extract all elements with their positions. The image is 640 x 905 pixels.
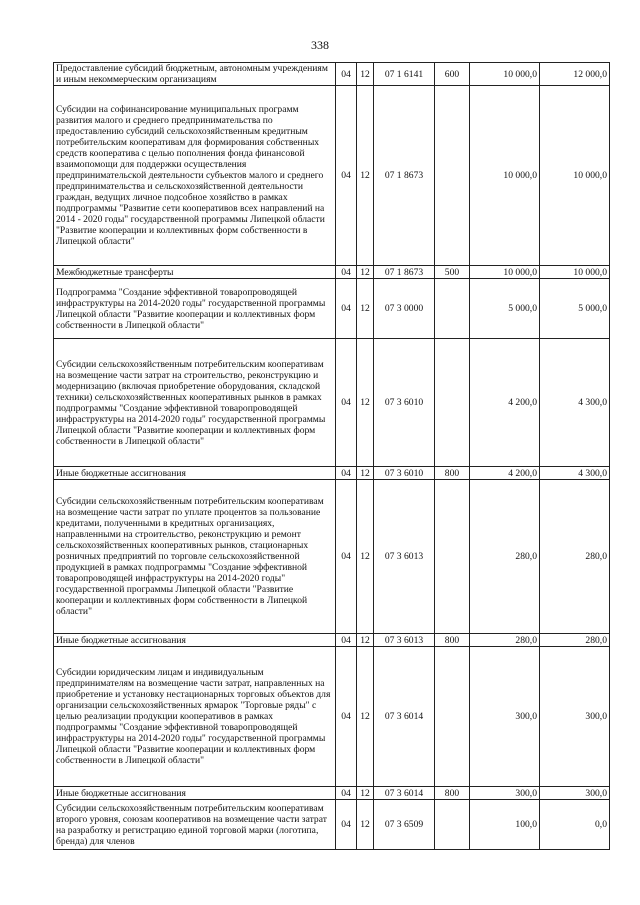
table-row — [54, 634, 610, 647]
row-expense-type-cell — [435, 279, 470, 339]
row-section-cell: 04 — [336, 800, 357, 850]
row-amount-2-cell: 10 000,0 — [540, 266, 610, 279]
table-row — [54, 63, 610, 86]
row-amount-2-cell: 12 000,0 — [540, 63, 610, 86]
row-name-cell: Субсидии на софинансирование муниципальных программ развития малого и среднего предпринимательства по предоставлению субсидий сельскохозяйственным кредитным потребительским кооперативам для формирования собственных средств кооператива с целью пополнения фонда финансовой взаимопомощи для поддержки осуществления предпринимательской деятельности субъектов малого и среднего предпринимательства и сельскохозяйственной деятельности граждан, ведущих личное подсобное хозяйство в рамках подпрограммы "Развитие сети кооперативов всех направлений на 2014 - 2020 годы" государственной программы Липецкой области "Развитие кооперации и коллективных форм собственности в Липецкой области" — [54, 86, 336, 266]
row-expense-type-cell — [435, 800, 470, 850]
table-row — [54, 279, 610, 339]
row-subsection-cell: 12 — [357, 279, 374, 339]
row-subsection-cell: 12 — [357, 480, 374, 634]
row-section-cell: 04 — [336, 63, 357, 86]
row-name-cell: Субсидии сельскохозяйственным потребительским кооперативам на возмещение части затрат на строительство, реконструкцию и модернизацию (включая приобретение оборудования, складской техники) сельскохозяйственных кооперативных рынков в рамках подпрограммы "Создание эффективной товаропроводящей инфраструктуры на 2014-2020 годы" государственной программы Липецкой области "Развитие кооперации и коллективных форм собственности в Липецкой области" — [54, 339, 336, 467]
row-amount-2-cell: 10 000,0 — [540, 86, 610, 266]
row-amount-1-cell: 10 000,0 — [470, 266, 540, 279]
row-target-code-cell: 07 3 6010 — [374, 339, 435, 467]
row-target-code-cell: 07 3 6509 — [374, 800, 435, 850]
row-amount-2-cell: 300,0 — [540, 647, 610, 787]
table-row — [54, 266, 610, 279]
row-subsection-cell: 12 — [357, 266, 374, 279]
row-subsection-cell: 12 — [357, 339, 374, 467]
row-name-cell: Иные бюджетные ассигнования — [54, 634, 336, 647]
row-section-cell: 04 — [336, 266, 357, 279]
row-amount-2-cell: 5 000,0 — [540, 279, 610, 339]
table-row — [54, 787, 610, 800]
row-subsection-cell: 12 — [357, 63, 374, 86]
row-amount-1-cell: 280,0 — [470, 634, 540, 647]
budget-table — [53, 62, 610, 850]
row-expense-type-cell: 800 — [435, 467, 470, 480]
row-name-cell: Предоставление субсидий бюджетным, автономным учреждениям и иным некоммерческим организациям — [54, 63, 336, 86]
row-subsection-cell: 12 — [357, 634, 374, 647]
table-row — [54, 480, 610, 634]
row-expense-type-cell — [435, 339, 470, 467]
row-subsection-cell: 12 — [357, 800, 374, 850]
row-amount-2-cell: 0,0 — [540, 800, 610, 850]
table-row — [54, 86, 610, 266]
row-target-code-cell: 07 1 8673 — [374, 86, 435, 266]
table-row — [54, 800, 610, 850]
row-amount-2-cell: 4 300,0 — [540, 467, 610, 480]
row-name-cell: Субсидии юридическим лицам и индивидуальным предпринимателям на возмещение части затрат, направленных на приобретение и установку нестационарных торговых объектов для организации сельскохозяйственных ярмарок "Торговые ряды" с целью реализации продукции кооперативов в рамках подпрограммы "Создание эффективной товаропроводящей инфраструктуры на 2014-2020 годы" государственной программы Липецкой области "Развитие кооперации и коллективных форм собственности в Липецкой области" — [54, 647, 336, 787]
row-amount-2-cell: 4 300,0 — [540, 339, 610, 467]
page-number: 338 — [311, 38, 329, 52]
row-expense-type-cell: 800 — [435, 787, 470, 800]
row-amount-1-cell: 100,0 — [470, 800, 540, 850]
row-subsection-cell: 12 — [357, 467, 374, 480]
row-target-code-cell: 07 3 6014 — [374, 787, 435, 800]
row-amount-1-cell: 280,0 — [470, 480, 540, 634]
row-target-code-cell: 07 1 6141 — [374, 63, 435, 86]
row-subsection-cell: 12 — [357, 647, 374, 787]
table-row — [54, 339, 610, 467]
row-amount-1-cell: 300,0 — [470, 647, 540, 787]
table-row — [54, 467, 610, 480]
row-section-cell: 04 — [336, 86, 357, 266]
row-target-code-cell: 07 3 6013 — [374, 480, 435, 634]
row-expense-type-cell: 600 — [435, 63, 470, 86]
row-name-cell: Иные бюджетные ассигнования — [54, 467, 336, 480]
row-section-cell: 04 — [336, 339, 357, 467]
row-name-cell: Межбюджетные трансферты — [54, 266, 336, 279]
row-section-cell: 04 — [336, 279, 357, 339]
row-section-cell: 04 — [336, 647, 357, 787]
row-section-cell: 04 — [336, 467, 357, 480]
budget-table-body — [54, 63, 610, 850]
row-expense-type-cell — [435, 86, 470, 266]
row-target-code-cell: 07 3 6010 — [374, 467, 435, 480]
row-target-code-cell: 07 3 6014 — [374, 647, 435, 787]
table-row — [54, 647, 610, 787]
row-target-code-cell: 07 3 6013 — [374, 634, 435, 647]
row-section-cell: 04 — [336, 787, 357, 800]
row-expense-type-cell: 500 — [435, 266, 470, 279]
row-amount-2-cell: 280,0 — [540, 480, 610, 634]
row-amount-1-cell: 10 000,0 — [470, 63, 540, 86]
row-section-cell: 04 — [336, 480, 357, 634]
row-subsection-cell: 12 — [357, 787, 374, 800]
row-amount-1-cell: 4 200,0 — [470, 467, 540, 480]
row-expense-type-cell — [435, 647, 470, 787]
row-name-cell: Подпрограмма "Создание эффективной товаропроводящей инфраструктуры на 2014-2020 годы" государственной программы Липецкой области "Развитие кооперации и коллективных форм собственности в Липецкой области" — [54, 279, 336, 339]
row-expense-type-cell: 800 — [435, 634, 470, 647]
row-subsection-cell: 12 — [357, 86, 374, 266]
row-target-code-cell: 07 1 8673 — [374, 266, 435, 279]
row-amount-1-cell: 5 000,0 — [470, 279, 540, 339]
row-name-cell: Субсидии сельскохозяйственным потребительским кооперативам на возмещение части затрат по уплате процентов за пользование кредитами, полученными в кредитных организациях, направленными на строительство, реконструкцию и ремонт сельскохозяйственных кооперативных рынков, стационарных розничных предприятий по торговле сельскохозяйственной продукцией в рамках подпрограммы "Создание эффективной товаропроводящей инфраструктуры на 2014-2020 годы" государственной программы Липецкой области "Развитие кооперации и коллективных форм собственности в Липецкой области" — [54, 480, 336, 634]
row-amount-1-cell: 300,0 — [470, 787, 540, 800]
row-amount-1-cell: 4 200,0 — [470, 339, 540, 467]
row-name-cell: Иные бюджетные ассигнования — [54, 787, 336, 800]
row-expense-type-cell — [435, 480, 470, 634]
row-amount-1-cell: 10 000,0 — [470, 86, 540, 266]
row-target-code-cell: 07 3 0000 — [374, 279, 435, 339]
row-amount-2-cell: 280,0 — [540, 634, 610, 647]
row-amount-2-cell: 300,0 — [540, 787, 610, 800]
row-name-cell: Субсидии сельскохозяйственным потребительским кооперативам второго уровня, союзам кооперативов на возмещение части затрат на разработку и регистрацию единой торговой марки (логотипа, бренда) для членов — [54, 800, 336, 850]
row-section-cell: 04 — [336, 634, 357, 647]
